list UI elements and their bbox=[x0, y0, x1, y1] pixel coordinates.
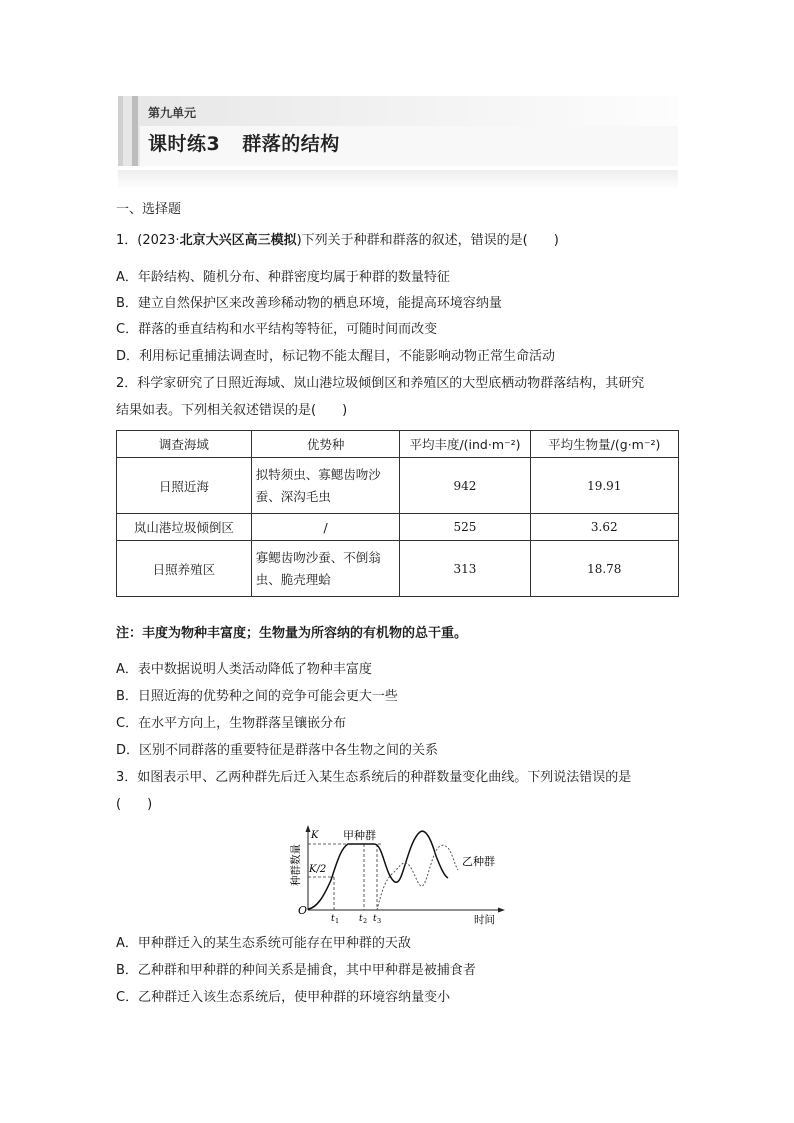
table-row bbox=[117, 458, 679, 514]
series-b-curve bbox=[377, 845, 458, 910]
header-accent-bar bbox=[132, 96, 138, 166]
title-lesson: 课时练3 bbox=[148, 133, 221, 155]
t1-subscript: 1 bbox=[335, 917, 340, 925]
table-header-cell: 平均生物量/(g·m⁻²) bbox=[530, 431, 678, 458]
x-axis-label: 时间 bbox=[474, 914, 495, 926]
page-title bbox=[148, 129, 340, 156]
series-b-label: 乙种群 bbox=[462, 855, 495, 868]
y-axis-arrow bbox=[306, 825, 311, 832]
section-heading: 一、选择题 bbox=[116, 202, 182, 217]
title-topic: 群落的结构 bbox=[242, 133, 340, 155]
table-row bbox=[117, 514, 679, 541]
population-curve-svg bbox=[284, 822, 510, 928]
table-header-cell: 优势种 bbox=[251, 431, 400, 458]
x-axis-arrow bbox=[498, 908, 505, 913]
q3-stem-line1: 3．如图表示甲、乙两种群先后迁入某生态系统后的种群数量变化曲线。下列说法错误的是 bbox=[116, 770, 632, 785]
table-cell: 19.91 bbox=[530, 458, 678, 514]
q1-option-a: A．年龄结构、随机分布、种群密度均属于种群的数量特征 bbox=[116, 270, 450, 285]
table-header-row bbox=[117, 431, 679, 458]
y-axis-label: 种群数量 bbox=[290, 844, 302, 886]
table-header-cell: 调查海域 bbox=[117, 431, 252, 458]
table-cell: 313 bbox=[400, 541, 530, 597]
table-cell: 日照近海 bbox=[117, 458, 252, 514]
table-cell: 18.78 bbox=[530, 541, 678, 597]
q3-option-a: A．甲种群迁入的某生态系统可能存在甲种群的天敌 bbox=[116, 936, 411, 951]
unit-header bbox=[118, 96, 678, 192]
t3-subscript: 3 bbox=[377, 917, 382, 925]
q2-option-a: A．表中数据说明人类活动降低了物种丰富度 bbox=[116, 662, 372, 677]
k-label: K bbox=[311, 830, 319, 841]
t2-subscript: 2 bbox=[363, 917, 368, 925]
q2-stem-line1: 2．科学家研究了日照近海域、岚山港垃圾倾倒区和养殖区的大型底栖动物群落结构，其研究 bbox=[116, 376, 645, 391]
table-cell: 525 bbox=[400, 514, 530, 541]
q2-option-b: B．日照近海的优势种之间的竞争可能会更大一些 bbox=[116, 689, 398, 704]
q3-option-c: C．乙种群迁入该生态系统后，使甲种群的环境容纳量变小 bbox=[116, 990, 451, 1005]
q1-stem: 1．(2023·北京大兴区高三模拟)下列关于种群和群落的叙述，错误的是( ) bbox=[116, 233, 559, 248]
origin-label: O bbox=[298, 904, 308, 917]
unit-label: 第九单元 bbox=[148, 106, 197, 120]
k-half-label: K/2 bbox=[309, 864, 327, 875]
table-cell: 3.62 bbox=[530, 514, 678, 541]
q1-option-d: D．利用标记重捕法调查时，标记物不能太醒目，不能影响动物正常生命活动 bbox=[116, 349, 556, 364]
header-accent-bar bbox=[118, 96, 123, 166]
table-cell: 岚山港垃圾倾倒区 bbox=[117, 514, 252, 541]
q3-stem-line2: ( ) bbox=[116, 797, 153, 812]
table-cell: 942 bbox=[400, 458, 530, 514]
table-cell: 寡鳃齿吻沙蚕、不倒翁虫、脆壳理蛤 bbox=[251, 541, 400, 597]
population-curve-figure bbox=[284, 822, 510, 928]
series-a-curve bbox=[308, 831, 448, 909]
header-shadow bbox=[118, 170, 678, 190]
survey-table bbox=[116, 430, 679, 597]
table-cell: 拟特须虫、寡鳃齿吻沙蚕、深沟毛虫 bbox=[251, 458, 400, 514]
t3-label: t bbox=[373, 914, 377, 924]
t1-label: t bbox=[331, 914, 335, 924]
table-row bbox=[117, 541, 679, 597]
t2-label: t bbox=[359, 914, 363, 924]
q1-option-b: B．建立自然保护区来改善珍稀动物的栖息环境，能提高环境容纳量 bbox=[116, 296, 502, 311]
q1-option-c: C．群落的垂直结构和水平结构等特征，可随时间而改变 bbox=[116, 322, 438, 337]
table-header-cell: 平均丰度/(ind·m⁻²) bbox=[400, 431, 530, 458]
series-a-label: 甲种群 bbox=[343, 829, 376, 842]
q2-option-c: C．在水平方向上，生物群落呈镶嵌分布 bbox=[116, 716, 347, 731]
q2-option-d: D．区别不同群落的重要特征是群落中各生物之间的关系 bbox=[116, 743, 439, 758]
table-cell: 日照养殖区 bbox=[117, 541, 252, 597]
q1-source: 北京大兴区高三模拟 bbox=[179, 233, 297, 248]
table-cell: / bbox=[251, 514, 400, 541]
table-note: 注：丰度为物种丰富度；生物量为所容纳的有机物的总干重。 bbox=[116, 626, 468, 641]
q3-option-b: B．乙种群和甲种群的种间关系是捕食，其中甲种群是被捕食者 bbox=[116, 963, 476, 978]
q2-stem-line2: 结果如表。下列相关叙述错误的是( ) bbox=[116, 403, 348, 418]
